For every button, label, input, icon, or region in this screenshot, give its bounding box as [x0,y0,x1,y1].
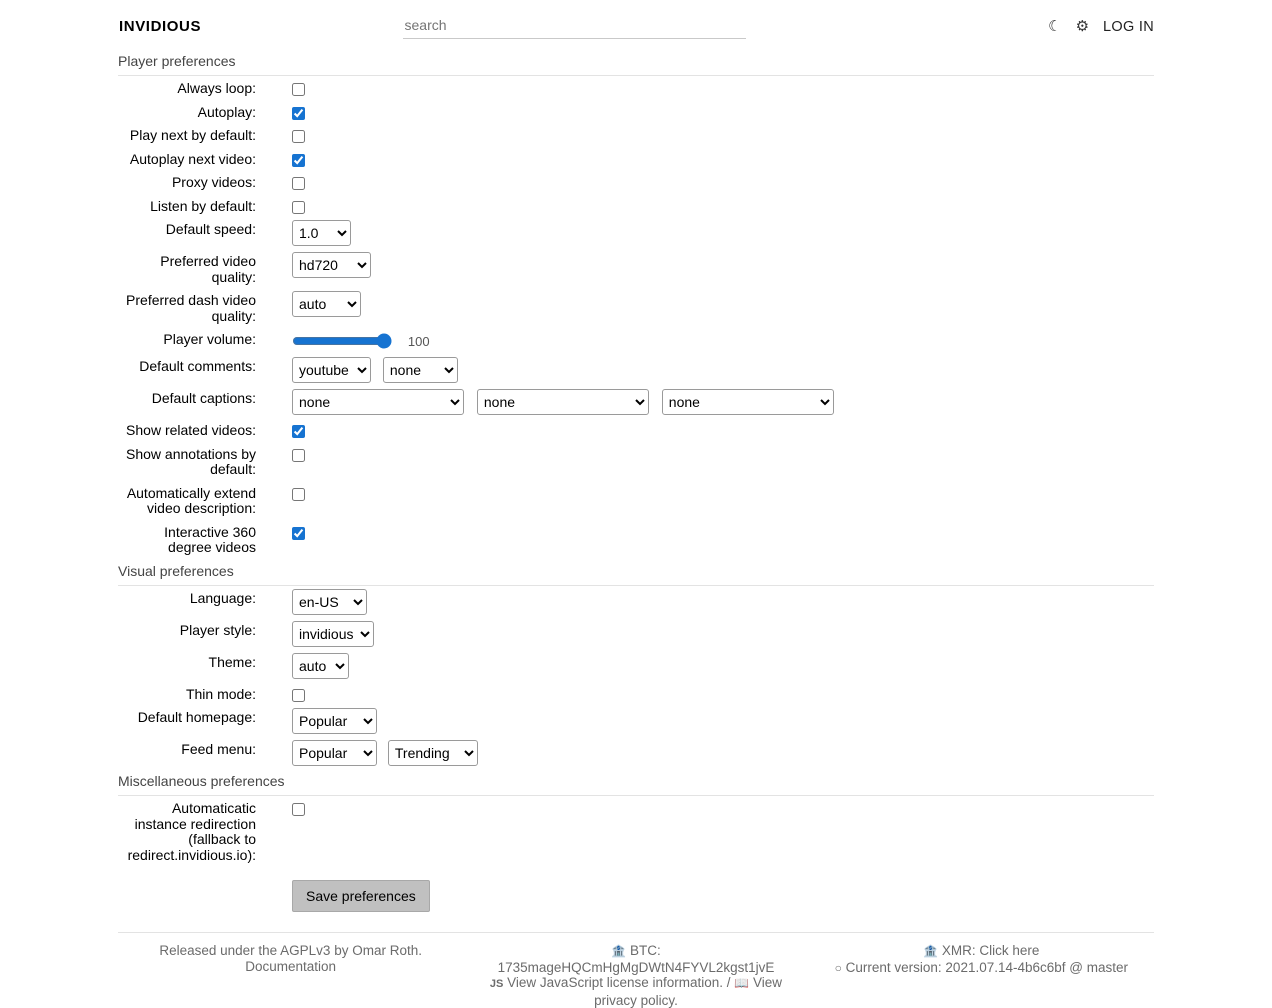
label-default-comments: Default comments: [139,358,256,374]
checkbox-autoplay[interactable] [292,107,305,120]
label-theme: Theme: [208,653,256,670]
label-listen-by-default: Listen by default: [150,197,256,214]
row-player-style [118,618,1154,650]
label-autoplay-next-video: Autoplay next video: [129,150,256,167]
label-player-style: Player style: [179,621,256,638]
label-thin-mode: Thin mode: [185,685,256,702]
select-default-captions-3[interactable] [662,389,834,415]
label-save-spacer [118,866,266,918]
row-preferred-dash-video-quality [118,288,1154,327]
label-play-next-by-default: Play next by default: [129,127,256,143]
login-link[interactable]: LOG IN [1103,18,1154,35]
label-proxy-videos: Proxy videos: [171,174,256,190]
row-automatic-instance-redirection [118,796,1154,866]
footer-right [809,943,1154,1008]
label-preferred-video-quality: Preferred video quality: [160,253,256,285]
label-show-related-videos: Show related videos: [126,422,256,438]
footer-center [463,943,808,1008]
checkbox-automatic-instance-redirection[interactable] [292,803,305,816]
btc-icon: 🏦 [611,944,627,958]
label-autoplay: Autoplay: [197,103,256,120]
player-volume-value: 100 [407,333,430,349]
label-always-loop: Always loop: [177,80,256,96]
checkbox-automatically-extend-video-description[interactable] [292,488,305,501]
label-show-annotations-by-default: Show annotations by default: [126,445,256,477]
section-title-player: Player preferences [118,49,1154,76]
select-default-homepage[interactable] [292,708,377,734]
footer-js-license-link[interactable]: View JavaScript license information. [507,975,724,990]
navbar [0,0,1272,49]
row-player-volume [118,327,1154,354]
js-icon: JS [489,978,504,990]
footer-license-text: Released under the AGPLv3 by Omar Roth. [159,943,422,958]
select-default-captions-2[interactable] [477,389,649,415]
checkbox-thin-mode[interactable] [292,689,305,702]
moon-icon[interactable]: ☾ [1048,18,1062,35]
row-proxy-videos [118,170,1154,194]
slider-player-volume[interactable] [292,333,392,349]
checkbox-show-related-videos[interactable] [292,425,305,438]
checkbox-autoplay-next-video[interactable] [292,154,305,167]
row-autoplay [118,100,1154,124]
row-preferred-video-quality [118,249,1154,288]
player-preferences-table [118,76,1154,559]
gear-icon[interactable]: ⚙ [1075,18,1090,35]
brand-logo[interactable]: INVIDIOUS [119,18,202,35]
visual-preferences-table [118,586,1154,770]
footer-btc-line [473,943,798,975]
navbar-right [807,19,1272,35]
footer-separator: / [726,975,731,990]
label-automatically-extend-video-description: Automatically extend video description: [126,484,256,516]
label-feed-menu: Feed menu: [181,741,256,757]
footer-btc-link[interactable]: BTC: 1735mageHQCmHgMgDWtN4FYVL2kgst1jvE [497,943,775,975]
row-default-speed [118,217,1154,249]
xmr-icon: 🏦 [923,944,939,958]
row-default-captions [118,386,1154,418]
row-thin-mode [118,682,1154,706]
select-default-speed[interactable] [292,220,351,246]
row-default-homepage [118,705,1154,737]
select-default-comments-1[interactable] [292,357,371,383]
select-preferred-dash-video-quality[interactable] [292,291,361,317]
footer-js-line [473,975,798,1008]
row-listen-by-default [118,194,1154,218]
select-language[interactable] [292,589,367,615]
label-preferred-dash-video-quality: Preferred dash video quality: [126,292,256,324]
row-show-related-videos [118,418,1154,442]
footer-xmr-line [819,943,1144,960]
footer-privacy-link[interactable]: View privacy policy. [594,975,783,1008]
github-icon: ○ [834,960,842,975]
checkbox-listen-by-default[interactable] [292,201,305,214]
label-automatic-instance-redirection: Automaticatic instance redirection (fallback to redirect.invidious.io): [127,800,256,863]
footer-xmr-link[interactable]: XMR: Click here [941,943,1040,958]
preferences-form [0,49,1272,1008]
footer-version-line [819,960,1144,977]
label-language: Language: [189,589,256,606]
label-default-captions: Default captions: [151,390,256,406]
footer-version-link[interactable]: Current version: 2021.07.14-4b6c6bf @ master [845,959,1128,975]
navbar-center [341,14,807,39]
row-feed-menu [118,737,1154,769]
row-play-next-by-default [118,123,1154,147]
select-theme[interactable] [292,653,349,679]
footer-documentation-link[interactable]: Documentation [245,958,337,974]
select-player-style[interactable] [292,621,374,647]
checkbox-proxy-videos[interactable] [292,177,305,190]
row-always-loop [118,76,1154,100]
section-title-misc: Miscellaneous preferences [118,769,1154,796]
label-default-homepage: Default homepage: [137,709,256,725]
row-autoplay-next-video [118,147,1154,171]
section-title-visual: Visual preferences [118,559,1154,586]
checkbox-interactive-360-degree-videos[interactable] [292,527,305,540]
checkbox-play-next-by-default[interactable] [292,130,305,143]
select-feed-menu-1[interactable] [292,740,377,766]
save-preferences-button[interactable]: Save preferences [292,880,430,912]
checkbox-always-loop[interactable] [292,83,305,96]
search-input[interactable] [403,14,746,39]
row-show-annotations-by-default [118,442,1154,481]
select-feed-menu-2[interactable] [388,740,478,766]
misc-preferences-table [118,796,1154,918]
row-automatically-extend-video-description [118,481,1154,520]
row-language [118,586,1154,618]
footer [118,932,1154,1008]
book-icon: 📖 [734,976,750,990]
row-default-comments [118,354,1154,386]
row-theme [118,650,1154,682]
label-default-speed: Default speed: [165,221,256,237]
select-preferred-video-quality[interactable] [292,252,371,278]
select-default-captions-1[interactable] [292,389,464,415]
label-player-volume: Player volume: [163,331,256,347]
label-interactive-360-degree-videos: Interactive 360 degree videos [164,523,256,555]
row-interactive-360-degree-videos [118,520,1154,559]
row-save [118,866,1154,918]
select-default-comments-2[interactable] [383,357,458,383]
navbar-left [0,18,341,35]
checkbox-show-annotations-by-default[interactable] [292,449,305,462]
footer-left [118,943,463,1008]
